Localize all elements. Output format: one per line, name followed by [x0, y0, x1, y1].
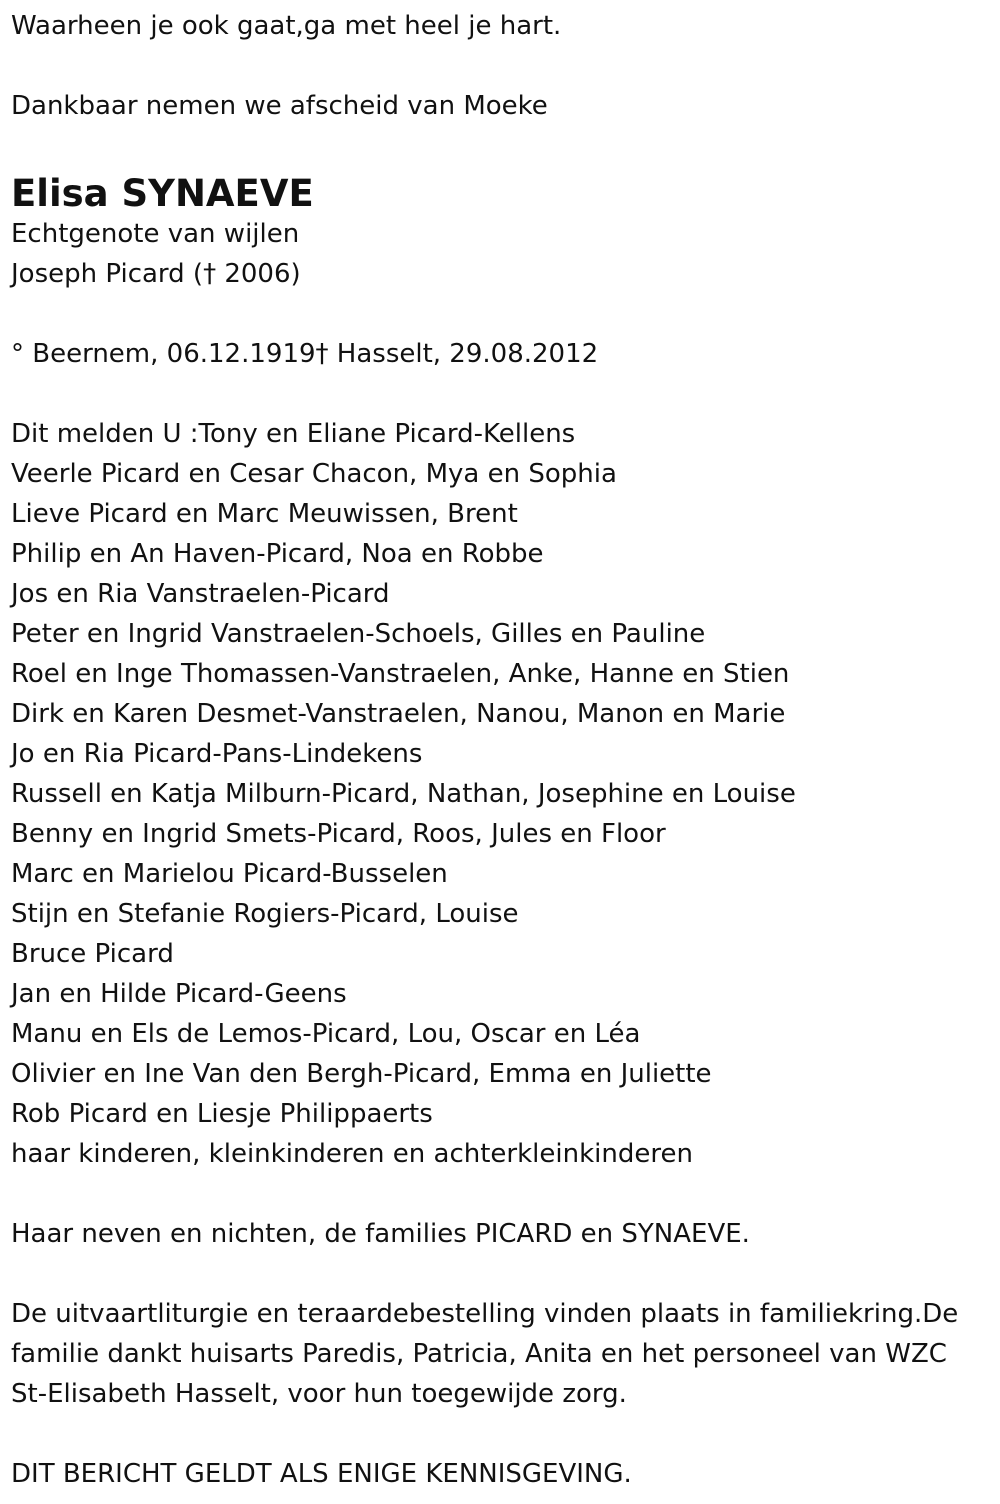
family-list [11, 414, 1000, 1174]
spacer [11, 1414, 1000, 1454]
relatives-line: Haar neven en nichten, de families PICARD en SYNAEVE. [11, 1219, 750, 1249]
spouse-intro: Echtgenote van wijlen [11, 219, 300, 249]
birth-death-line: ° Beernem, 06.12.1919† Hasselt, 29.08.2012 [11, 339, 599, 369]
funeral-paragraph-line: familie dankt huisarts Paredis, Patricia, Anita en het personeel van WZC [11, 1339, 947, 1369]
family-line: Manu en Els de Lemos-Picard, Lou, Oscar en Léa [11, 1019, 641, 1049]
spacer [11, 374, 1000, 414]
spacer [11, 126, 1000, 166]
opening-quote: Waarheen je ook gaat,ga met heel je hart. [11, 11, 562, 41]
family-line: haar kinderen, kleinkinderen en achterkleinkinderen [11, 1139, 693, 1169]
family-line: Marc en Marielou Picard-Busselen [11, 859, 448, 889]
family-line: Jan en Hilde Picard-Geens [11, 979, 347, 1009]
family-line: Roel en Inge Thomassen-Vanstraelen, Anke, Hanne en Stien [11, 659, 790, 689]
spacer [11, 1254, 1000, 1294]
closing-notice: DIT BERICHT GELDT ALS ENIGE KENNISGEVING. [11, 1459, 632, 1489]
spacer [11, 46, 1000, 86]
spouse-line: Joseph Picard († 2006) [11, 259, 301, 289]
funeral-paragraph [11, 1294, 1000, 1414]
family-line: Philip en An Haven-Picard, Noa en Robbe [11, 539, 544, 569]
family-line: Dit melden U :Tony en Eliane Picard-Kellens [11, 419, 576, 449]
family-line: Peter en Ingrid Vanstraelen-Schoels, Gilles en Pauline [11, 619, 706, 649]
family-line: Jos en Ria Vanstraelen-Picard [11, 579, 390, 609]
family-line: Rob Picard en Liesje Philippaerts [11, 1099, 433, 1129]
family-line: Bruce Picard [11, 939, 174, 969]
family-line: Jo en Ria Picard-Pans-Lindekens [11, 739, 423, 769]
family-line: Olivier en Ine Van den Bergh-Picard, Emma en Juliette [11, 1059, 712, 1089]
family-line: Dirk en Karen Desmet-Vanstraelen, Nanou, Manon en Marie [11, 699, 786, 729]
family-line: Benny en Ingrid Smets-Picard, Roos, Jules en Floor [11, 819, 666, 849]
family-line: Lieve Picard en Marc Meuwissen, Brent [11, 499, 518, 529]
farewell-line: Dankbaar nemen we afscheid van Moeke [11, 91, 548, 121]
spacer [11, 294, 1000, 334]
funeral-paragraph-line: St-Elisabeth Hasselt, voor hun toegewijde zorg. [11, 1379, 627, 1409]
family-line: Veerle Picard en Cesar Chacon, Mya en Sophia [11, 459, 617, 489]
spacer [11, 1174, 1000, 1214]
family-line: Stijn en Stefanie Rogiers-Picard, Louise [11, 899, 519, 929]
family-line: Russell en Katja Milburn-Picard, Nathan, Josephine en Louise [11, 779, 796, 809]
funeral-paragraph-line: De uitvaartliturgie en teraardebestelling vinden plaats in familiekring.De [11, 1299, 959, 1329]
deceased-name: Elisa SYNAEVE [11, 172, 314, 215]
